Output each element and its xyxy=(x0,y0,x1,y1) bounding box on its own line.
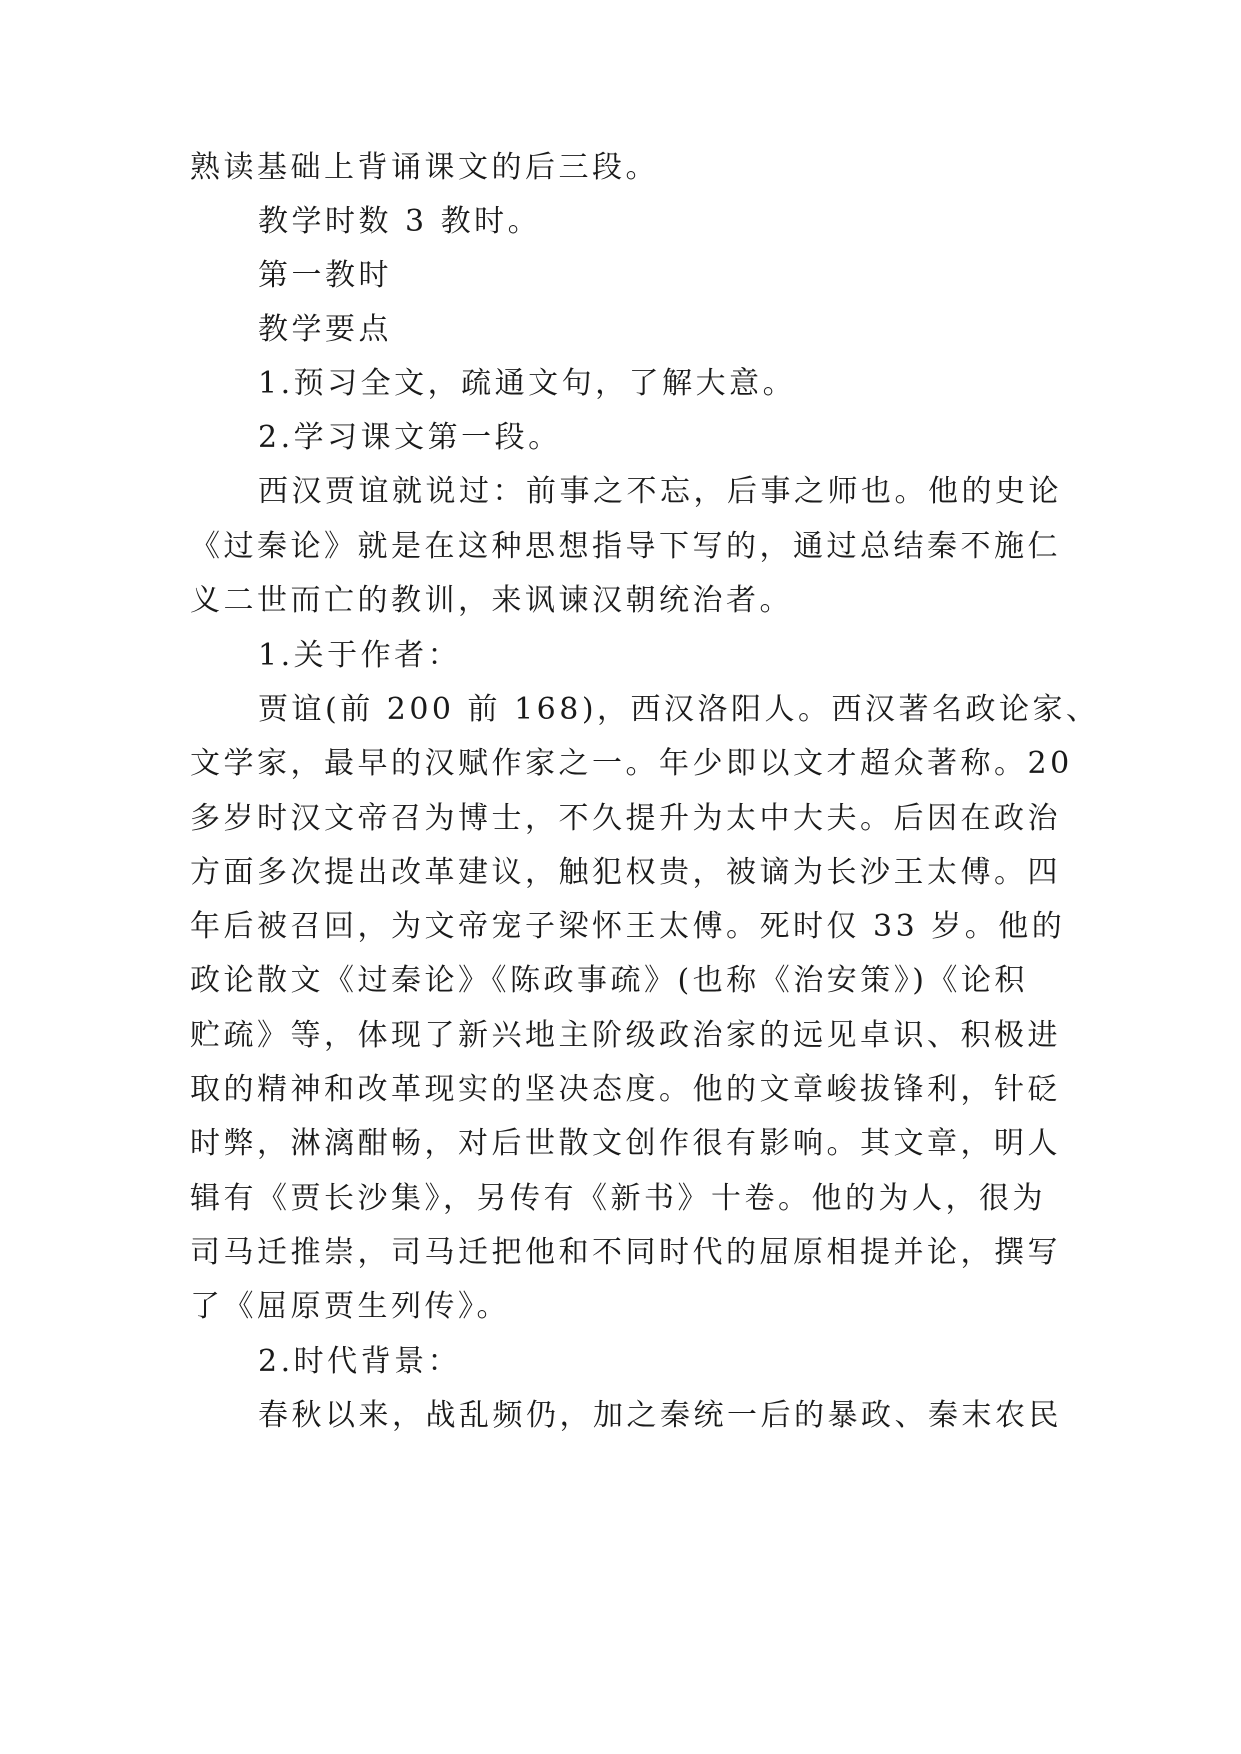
text-line: 1.预习全文，疏通文句，了解大意。 xyxy=(258,366,797,401)
text-line: 取的精神和改革现实的坚决态度。他的文章峻拔锋利，针砭 xyxy=(190,1072,1061,1107)
text-line: 第一教时 xyxy=(258,258,392,293)
text-line: 《过秦论》就是在这种思想指导下写的，通过总结秦不施仁 xyxy=(190,529,1061,564)
text-line: 年后被召回，为文帝宠子梁怀王太傅。死时仅 33 岁。他的 xyxy=(190,909,1066,944)
text-line: 西汉贾谊就说过：前事之不忘，后事之师也。他的史论 xyxy=(258,474,1062,509)
text-line: 辑有《贾长沙集》，另传有《新书》十卷。他的为人，很为 xyxy=(190,1181,1046,1216)
text-line: 了《屈原贾生列传》。 xyxy=(190,1289,510,1324)
text-line: 方面多次提出改革建议，触犯权贵，被谪为长沙王太傅。四 xyxy=(190,855,1061,890)
text-line: 司马迁推崇，司马迁把他和不同时代的屈原相提并论，撰写 xyxy=(190,1235,1061,1270)
text-line: 文学家，最早的汉赋作家之一。年少即以文才超众著称。20 xyxy=(190,746,1073,781)
text-line: 贮疏》等，体现了新兴地主阶级政治家的远见卓识、积极进 xyxy=(190,1018,1061,1053)
text-line: 熟读基础上背诵课文的后三段。 xyxy=(190,150,659,185)
text-line: 义二世而亡的教训，来讽谏汉朝统治者。 xyxy=(190,583,793,618)
text-line: 1.关于作者： xyxy=(258,638,462,673)
text-line: 时弊，淋漓酣畅，对后世散文创作很有影响。其文章，明人 xyxy=(190,1126,1061,1161)
text-line: 2.时代背景： xyxy=(258,1344,462,1379)
text-line: 教学要点 xyxy=(258,312,392,347)
text-line: 2.学习课文第一段。 xyxy=(258,420,562,455)
text-line: 教学时数 3 教时。 xyxy=(258,204,542,239)
text-line: 政论散文《过秦论》《陈政事疏》(也称《治安策》)《论积 xyxy=(190,963,1028,998)
text-line: 春秋以来，战乱频仍，加之秦统一后的暴政、秦末农民 xyxy=(258,1398,1062,1433)
text-line: 多岁时汉文帝召为博士，不久提升为太中大夫。后因在政治 xyxy=(190,801,1061,836)
text-line: 贾谊(前 200 前 168)，西汉洛阳人。西汉著名政论家、 xyxy=(258,692,1100,727)
